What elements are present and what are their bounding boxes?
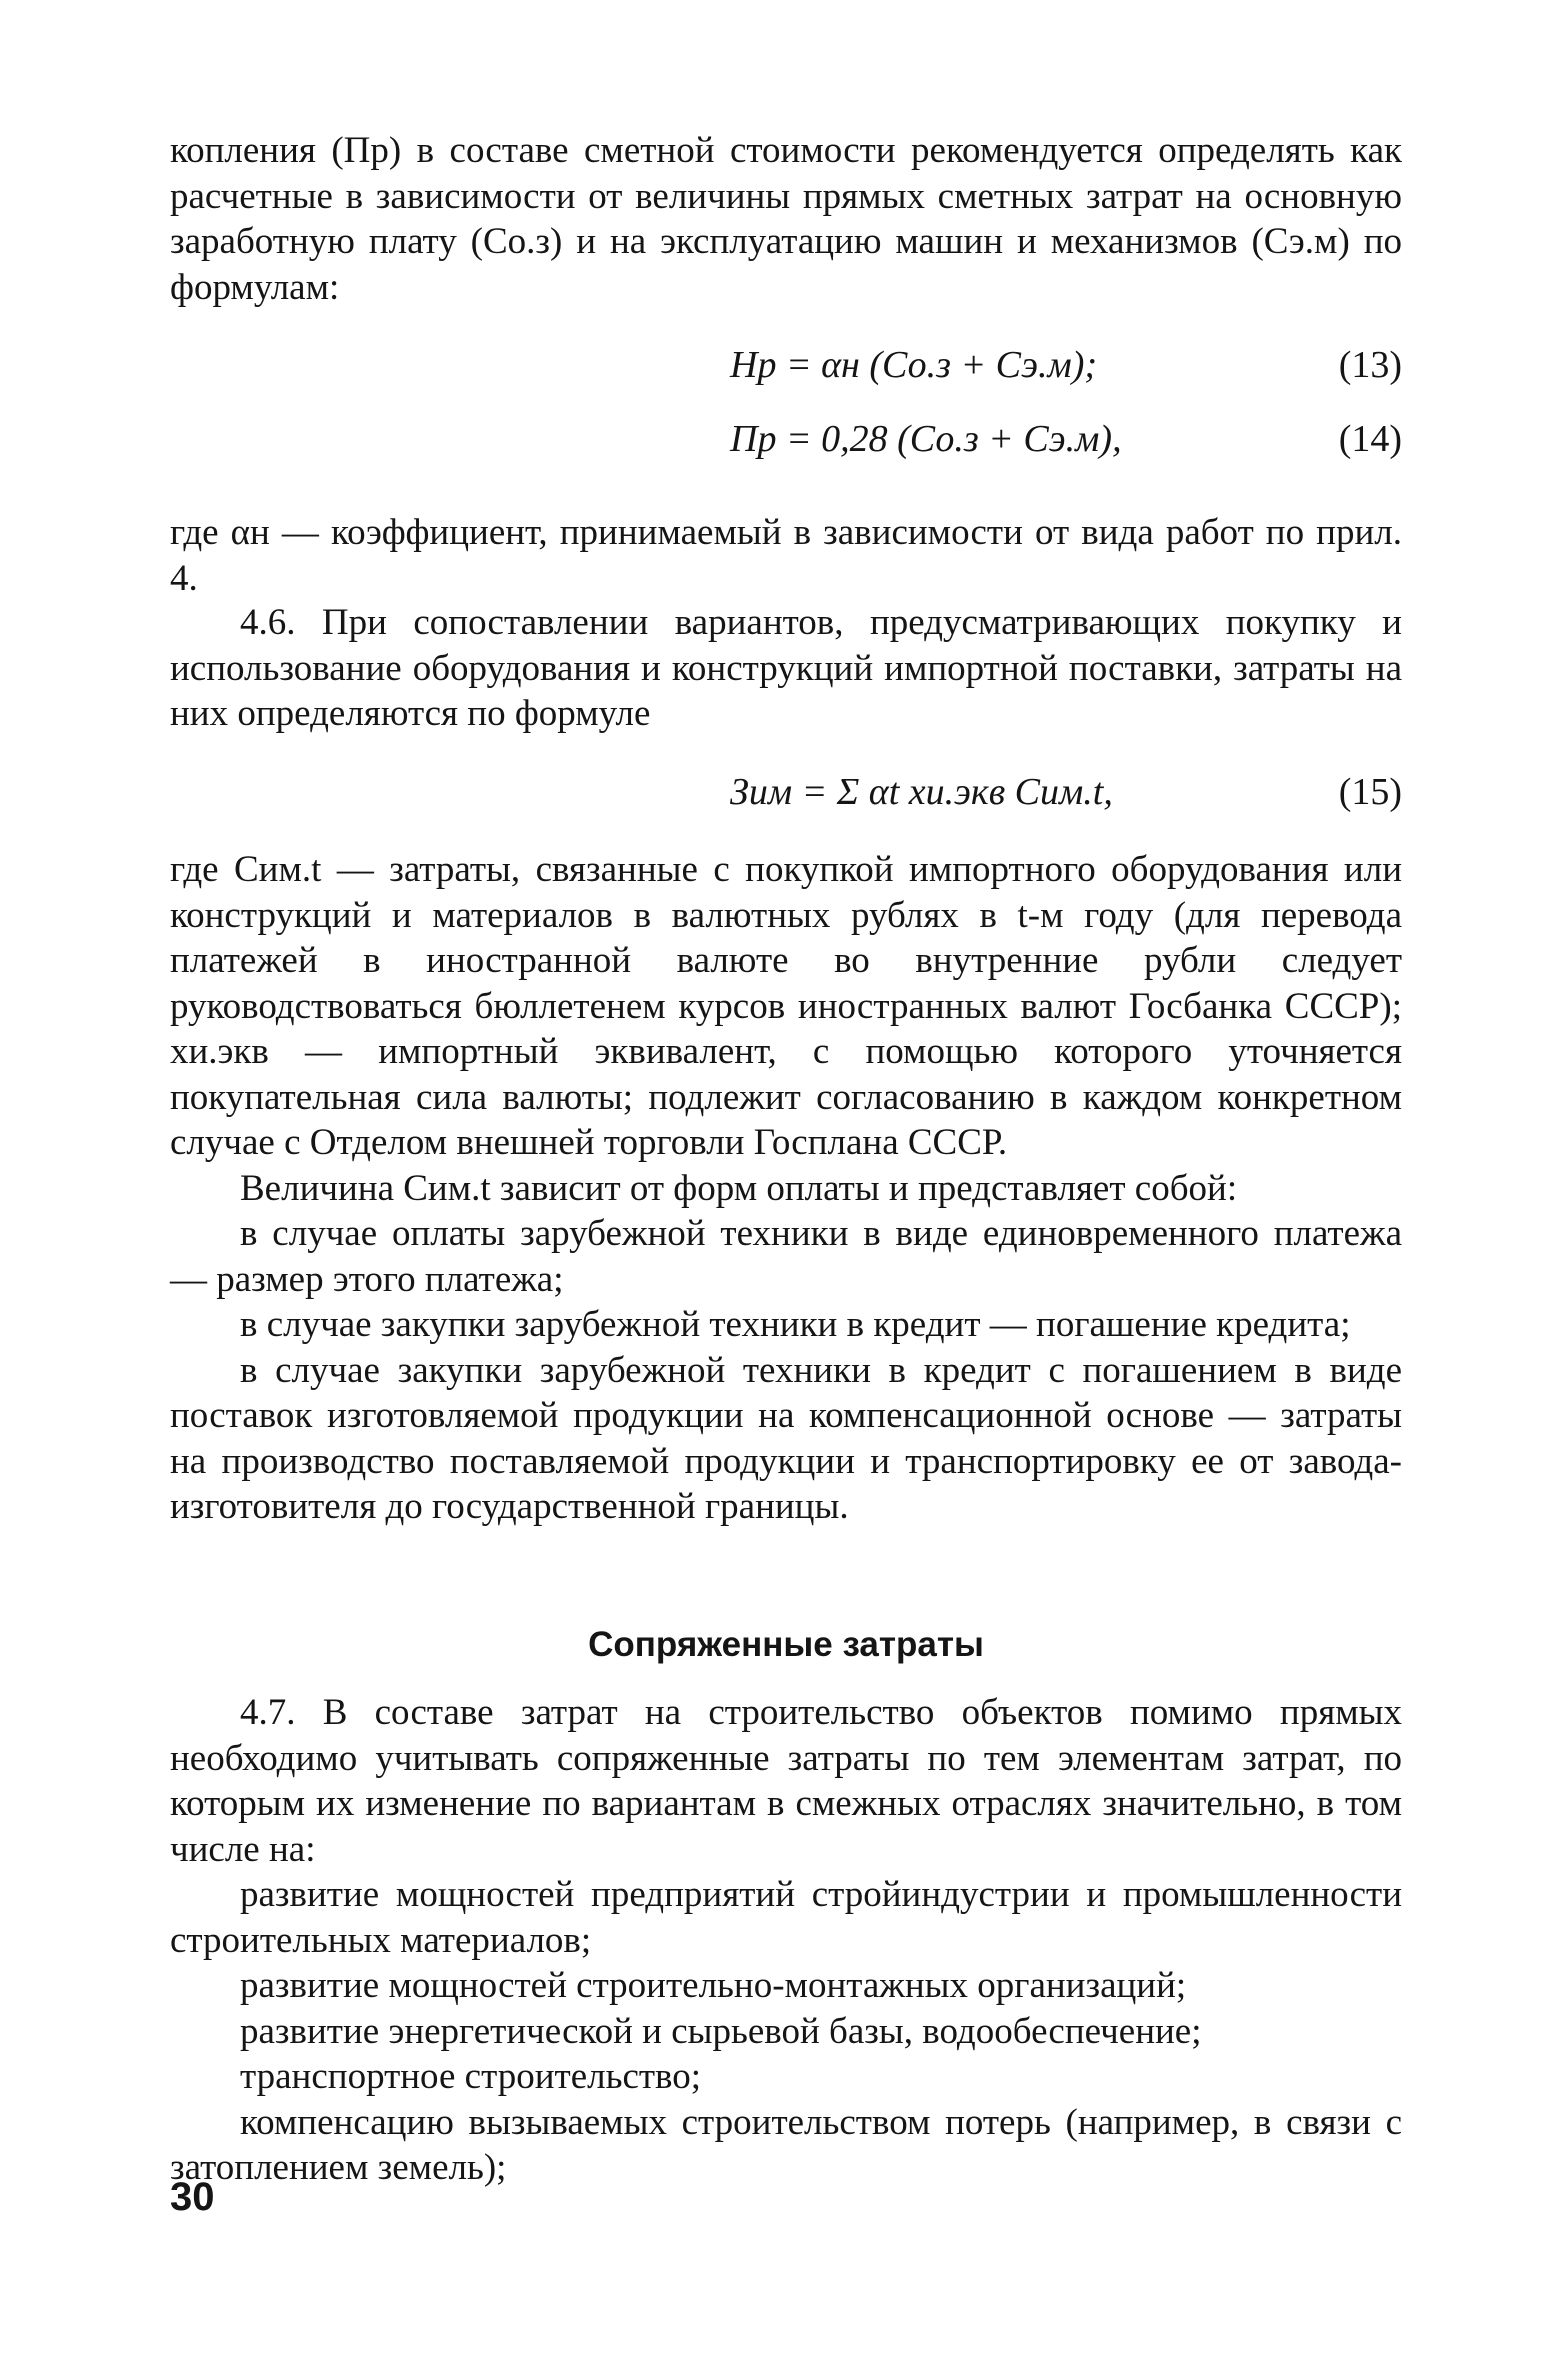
section-4-7 — [170, 1690, 1402, 2191]
payment-case-1: в случае оплаты зарубежной техники в виде единовременного платежа — размер этого платежа; — [170, 1213, 1402, 1300]
where-c-text: где Сим.t — затраты, связанные с покупкой импортного оборудования или конструкций и материалов в валютных рублях в t-м году (для перевода платежей в иностранной валюте во внутренние рубли следует руководствоваться бюллетенем курсов иностранных валют Госбанка СССР); xи.экв — импортный эквивалент, с помощью которого уточняется покупательная сила валюты; подлежит согласованию в каждом конкретном случае с Отделом внешней торговли Госплана СССР. — [170, 849, 1402, 1163]
formula-15 — [170, 770, 1402, 820]
intro-text: копления (Пр) в составе сметной стоимости рекомендуется определять как расчетные в зависимости от величины прямых сметных затрат на основную заработную плату (Со.з) и на эксплуатацию машин и механизмов (Сэ.м) по формулам: — [170, 130, 1402, 308]
intro-paragraph — [170, 128, 1402, 310]
formula-14-number: (14) — [1338, 418, 1402, 460]
magnitude-text: Величина Сим.t зависит от форм оплаты и представляет собой: — [240, 1167, 1238, 1209]
list-item: компенсацию вызываемых строительством потерь (например, в связи с затоплением земель); — [170, 2101, 1402, 2188]
formula-13 — [170, 343, 1402, 393]
section-heading: Сопряженные затраты — [588, 1625, 984, 1664]
list-item: развитие энергетической и сырьевой базы, водообеспечение; — [240, 2010, 1202, 2052]
page-number: 30 — [170, 2175, 215, 2219]
section-4-6 — [170, 600, 1402, 737]
formula-15-expression: Зим = Σ αt xи.экв Сим.t, — [730, 771, 1113, 813]
formula-14 — [170, 417, 1402, 467]
payment-case-3: в случае закупки зарубежной техники в кредит с погашением в виде поставок изготовляемой продукции на компенсационной основе — затраты на производство поставляемой продукции и транспортировку ее от завода-изготовителя до государственной границы. — [170, 1349, 1402, 1527]
where-c-paragraph — [170, 847, 1402, 1530]
section-4-7-text: 4.7. В составе затрат на строительство объектов помимо прямых необходимо учитывать сопряженные затраты по тем элементам затрат, по которым их изменение по вариантам в смежных отраслях значительно, в том числе на: — [170, 1692, 1402, 1870]
formula-14-expression: Пр = 0,28 (Со.з + Сэ.м), — [730, 418, 1122, 460]
payment-case-2: в случае закупки зарубежной техники в кредит — погашение кредита; — [240, 1304, 1351, 1345]
list-item: развитие мощностей строительно-монтажных организаций; — [240, 1965, 1187, 2006]
formula-13-number: (13) — [1338, 344, 1402, 386]
list-item: развитие мощностей предприятий стройиндустрии и промышленности строительных материалов; — [170, 1874, 1402, 1961]
where-alpha-paragraph — [170, 510, 1402, 601]
formula-15-number: (15) — [1338, 771, 1402, 813]
where-alpha-text: где αн — коэффициент, принимаемый в зависимости от вида работ по прил. 4. — [170, 512, 1402, 599]
list-item: транспортное строительство; — [240, 2056, 702, 2097]
formula-13-expression: Нр = αн (Со.з + Сэ.м); — [730, 344, 1098, 386]
section-4-6-text: 4.6. При сопоставлении вариантов, предусматривающих покупку и использование оборудования и конструкций импортной поставки, затраты на них определяются по формуле — [170, 602, 1402, 734]
